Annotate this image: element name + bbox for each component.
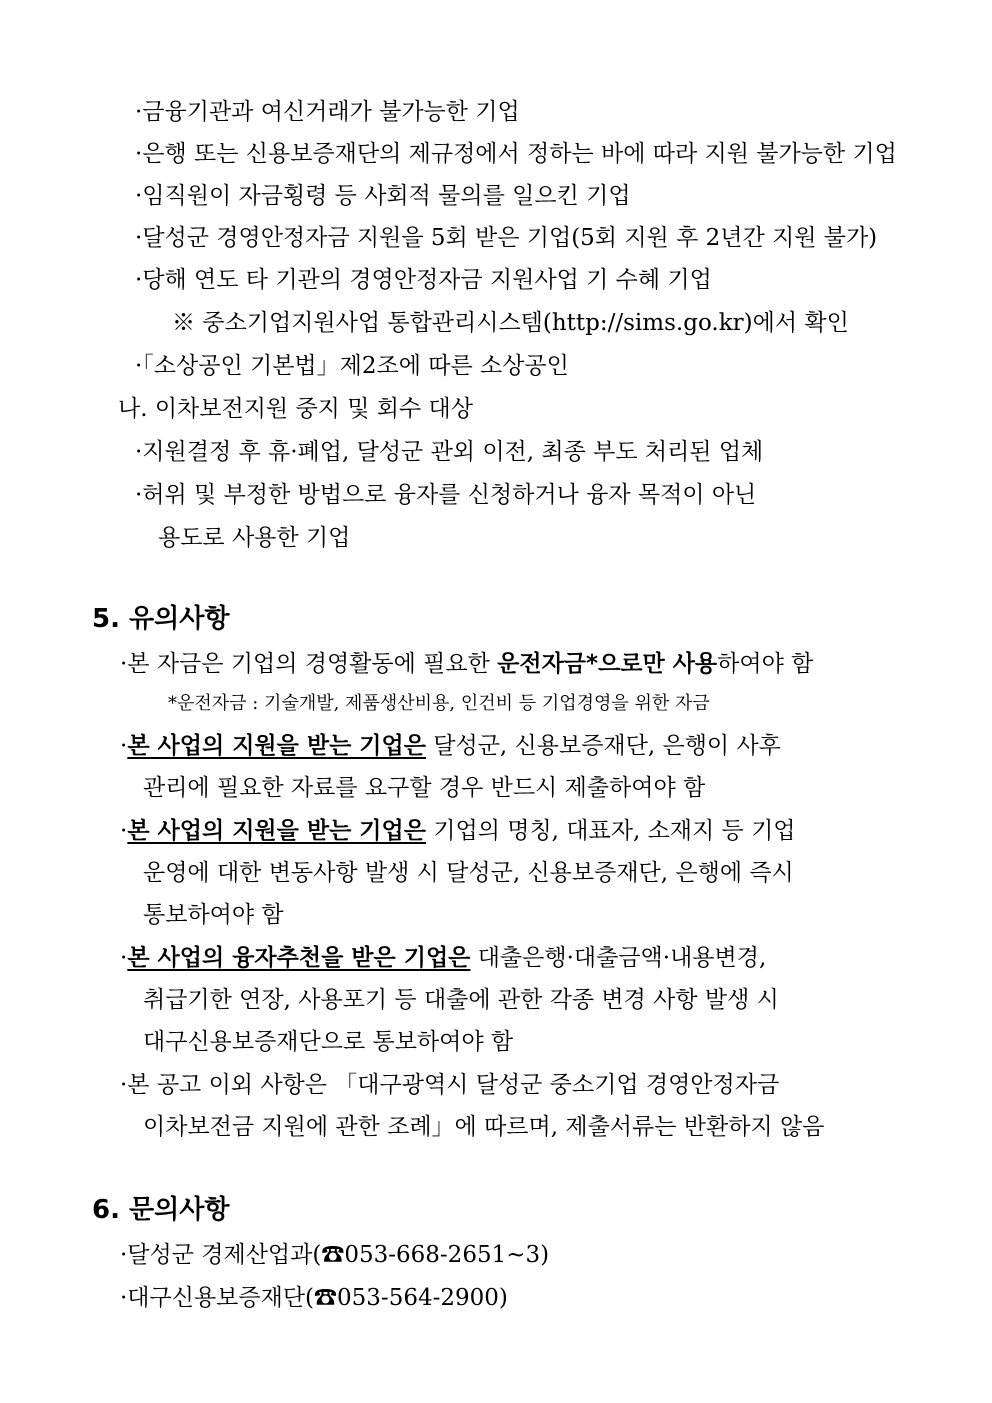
- section-heading: 5. 유의사항: [92, 604, 230, 634]
- notice-item: [120, 816, 796, 846]
- notice-item: [120, 943, 766, 973]
- list-item: ·임직원이 자금횡령 등 사회적 물의를 일으킨 기업: [135, 183, 631, 209]
- notice-text: 달성군, 신용보증재단, 은행이 사후: [425, 733, 781, 759]
- notice-item: [120, 649, 813, 679]
- section-heading: 6. 문의사항: [92, 1195, 230, 1225]
- list-item: ·허위 및 부정한 방법으로 융자를 신청하거나 융자 목적이 아닌: [135, 482, 757, 508]
- contact-item: ·달성군 경제산업과(☎053-668-2651~3): [120, 1242, 550, 1268]
- list-item: ·은행 또는 신용보증재단의 제규정에서 정하는 바에 따라 지원 불가능한 기업: [135, 141, 897, 167]
- notice-emphasis: 본 사업의 지원을 받는 기업은: [127, 818, 426, 844]
- list-item: ·「소상공인 기본법」제2조에 따른 소상공인: [135, 353, 569, 379]
- bullet: ·: [120, 945, 128, 971]
- notice-emphasis: 본 사업의 융자추천을 받은 기업은: [127, 945, 471, 971]
- note-text: ※ 중소기업지원사업 통합관리시스템(http://sims.go.kr)에서 확인: [172, 310, 849, 336]
- notice-text: 기업의 명칭, 대표자, 소재지 등 기업: [425, 818, 796, 844]
- list-item: ·지원결정 후 휴·폐업, 달성군 관외 이전, 최종 부도 처리된 업체: [135, 439, 764, 465]
- notice-item: [120, 731, 781, 761]
- notice-text: 대출은행·대출금액·내용변경,: [470, 945, 767, 971]
- notice-continued: 이차보전금 지원에 관한 조례」에 따르며, 제출서류는 반환하지 않음: [143, 1114, 825, 1140]
- notice-text: ·본 자금은 기업의 경영활동에 필요한: [120, 651, 498, 677]
- notice-continued: 운영에 대한 변동사항 발생 시 달성군, 신용보증재단, 은행에 즉시: [143, 860, 794, 886]
- bullet: ·: [120, 733, 128, 759]
- notice-item: ·본 공고 이외 사항은 「대구광역시 달성군 중소기업 경영안정자금: [120, 1072, 780, 1098]
- contact-item: ·대구신용보증재단(☎053-564-2900): [120, 1285, 508, 1311]
- notice-emphasis: 운전자금*으로만 사용: [497, 651, 718, 677]
- bullet: ·: [120, 818, 128, 844]
- list-item: ·달성군 경영안정자금 지원을 5회 받은 기업(5회 지원 후 2년간 지원 불가): [135, 225, 878, 251]
- notice-text: 하여야 함: [717, 651, 814, 677]
- list-item-continued: 용도로 사용한 기업: [158, 525, 351, 551]
- subsection-title: 나. 이차보전지원 중지 및 회수 대상: [118, 396, 473, 422]
- notice-continued: 통보하여야 함: [143, 902, 284, 928]
- notice-continued: 관리에 필요한 자료를 요구할 경우 반드시 제출하여야 함: [143, 775, 706, 801]
- notice-continued: 대구신용보증재단으로 통보하여야 함: [143, 1029, 514, 1055]
- list-item: ·금융기관과 여신거래가 불가능한 기업: [135, 99, 520, 125]
- notice-continued: 취급기한 연장, 사용포기 등 대출에 관한 각종 변경 사항 발생 시: [143, 987, 779, 1013]
- footnote-text: *운전자금 : 기술개발, 제품생산비용, 인건비 등 기업경영을 위한 자금: [168, 693, 710, 714]
- notice-emphasis: 본 사업의 지원을 받는 기업은: [127, 733, 426, 759]
- list-item: ·당해 연도 타 기관의 경영안정자금 지원사업 기 수혜 기업: [135, 267, 712, 293]
